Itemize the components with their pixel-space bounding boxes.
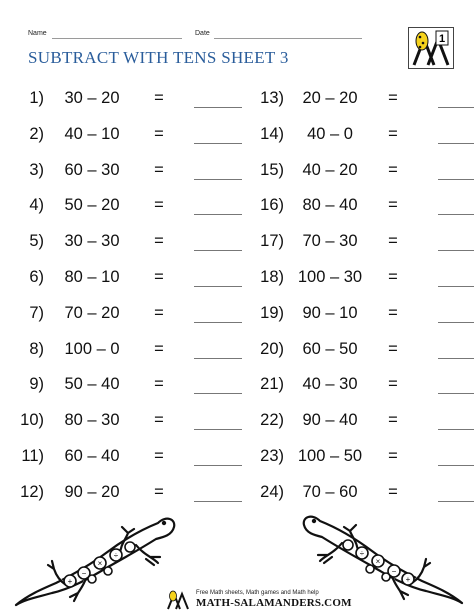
answer-line[interactable]: [438, 393, 474, 394]
problem-number: 6): [29, 268, 44, 286]
problem-number: 2): [29, 124, 44, 143]
problem-number: 9): [29, 375, 44, 394]
problem-expression: 80 – 10: [64, 268, 120, 286]
problem-number: 10): [20, 411, 44, 430]
answer-line[interactable]: [438, 250, 474, 251]
problem-expression: 80 – 30: [64, 411, 120, 430]
equals-sign: =: [388, 124, 398, 143]
equals-sign: =: [154, 482, 164, 501]
answer-line[interactable]: [438, 322, 474, 323]
problem-expression: 100 – 30: [297, 268, 363, 286]
problem-expression: 80 – 40: [302, 196, 358, 215]
name-label: Name: [28, 30, 47, 37]
problem-expression: 70 – 30: [302, 232, 358, 251]
problem-expression: 40 – 10: [64, 124, 120, 143]
equals-sign: =: [388, 232, 398, 251]
salamander-logo-icon: [166, 590, 192, 610]
equals-sign: =: [154, 89, 164, 107]
problem-number: 19): [260, 303, 284, 322]
equals-sign: =: [154, 447, 164, 465]
lizard-symbol: ÷: [359, 549, 365, 558]
answer-line[interactable]: [438, 358, 474, 359]
problem-number: 23): [260, 447, 284, 465]
problem-expression: 50 – 40: [64, 375, 120, 394]
answer-line[interactable]: [194, 393, 242, 394]
answer-line[interactable]: [194, 429, 242, 430]
equals-sign: =: [388, 375, 398, 394]
answer-line[interactable]: [438, 214, 474, 215]
problem-expression: 70 – 20: [64, 303, 120, 322]
answer-line[interactable]: [194, 214, 242, 215]
problem-number: 8): [29, 339, 44, 358]
answer-line[interactable]: [438, 501, 474, 502]
problem-number: 18): [260, 268, 284, 286]
problem-number: 7): [29, 303, 44, 322]
equals-sign: =: [154, 160, 164, 179]
problem-expression: 100 – 50: [297, 447, 363, 465]
problem-expression: 60 – 50: [302, 339, 358, 358]
problem-number: 13): [260, 89, 284, 107]
problem-expression: 40 – 0: [307, 124, 353, 143]
equals-sign: =: [154, 339, 164, 358]
equals-sign: =: [388, 411, 398, 430]
equals-sign: =: [154, 411, 164, 430]
logo-digit: 1: [438, 33, 446, 45]
problem-expression: 90 – 40: [302, 411, 358, 430]
problem-expression: 60 – 40: [64, 447, 120, 465]
answer-line[interactable]: [194, 179, 242, 180]
answer-line[interactable]: [194, 358, 242, 359]
problem-number: 12): [20, 482, 44, 501]
lizard-symbol: +: [67, 577, 73, 586]
problem-number: 16): [260, 196, 284, 215]
answer-line[interactable]: [438, 107, 474, 108]
equals-sign: =: [388, 447, 398, 465]
footer-site-link[interactable]: MATH-SALAMANDERS.COM: [196, 597, 352, 609]
equals-sign: =: [388, 160, 398, 179]
equals-sign: =: [388, 303, 398, 322]
answer-line[interactable]: [438, 465, 474, 466]
equals-sign: =: [388, 268, 398, 286]
problem-expression: 20 – 20: [302, 89, 358, 107]
problem-number: 22): [260, 411, 284, 430]
lizard-symbol: ×: [375, 557, 381, 566]
equals-sign: =: [154, 196, 164, 215]
equals-sign: =: [154, 232, 164, 251]
problem-number: 4): [29, 196, 44, 215]
problem-expression: 30 – 20: [64, 89, 120, 107]
problem-expression: 30 – 30: [64, 232, 120, 251]
answer-line[interactable]: [194, 465, 242, 466]
problem-expression: 70 – 60: [302, 482, 358, 501]
equals-sign: =: [388, 482, 398, 501]
problem-number: 5): [29, 232, 44, 251]
problem-number: 15): [260, 160, 284, 179]
equals-sign: =: [154, 124, 164, 143]
problem-expression: 50 – 20: [64, 196, 120, 215]
equals-sign: =: [388, 196, 398, 215]
equals-sign: =: [388, 89, 398, 107]
lizard-symbol: ×: [97, 559, 103, 568]
page-title: SUBTRACT WITH TENS SHEET 3: [28, 48, 289, 67]
problem-expression: 40 – 20: [302, 160, 358, 179]
answer-line[interactable]: [438, 286, 474, 287]
salamander-illustration-icon: [8, 505, 178, 610]
salamander-illustration-icon: [302, 505, 470, 610]
name-line: [52, 38, 182, 39]
problem-number: 1): [29, 89, 44, 107]
problem-number: 24): [260, 482, 284, 501]
footer-tagline: Free Math sheets, Math games and Math help: [196, 590, 319, 596]
equals-sign: =: [154, 268, 164, 286]
answer-line[interactable]: [194, 501, 242, 502]
problem-expression: 100 – 0: [64, 339, 120, 358]
answer-line[interactable]: [194, 286, 242, 287]
lizard-symbol: +: [405, 575, 411, 584]
date-label: Date: [195, 30, 210, 37]
problem-number: 3): [29, 160, 44, 179]
answer-line[interactable]: [194, 250, 242, 251]
answer-line[interactable]: [438, 179, 474, 180]
problem-expression: 90 – 10: [302, 303, 358, 322]
equals-sign: =: [154, 375, 164, 394]
answer-line[interactable]: [438, 429, 474, 430]
answer-line[interactable]: [194, 322, 242, 323]
answer-line[interactable]: [438, 143, 474, 144]
answer-line[interactable]: [194, 143, 242, 144]
answer-line[interactable]: [194, 107, 242, 108]
problem-number: 11): [21, 447, 44, 465]
equals-sign: =: [388, 339, 398, 358]
problem-number: 21): [260, 375, 284, 394]
problem-expression: 90 – 20: [64, 482, 120, 501]
date-line: [214, 38, 362, 39]
salamander-logo-icon: [408, 27, 454, 69]
problem-number: 20): [260, 339, 284, 358]
lizard-symbol: −: [391, 567, 397, 576]
lizard-symbol: −: [81, 569, 87, 578]
problem-expression: 60 – 30: [64, 160, 120, 179]
equals-sign: =: [154, 303, 164, 322]
problem-number: 17): [260, 232, 284, 251]
problem-number: 14): [260, 124, 284, 143]
problem-expression: 40 – 30: [302, 375, 358, 394]
lizard-symbol: ÷: [113, 551, 119, 560]
